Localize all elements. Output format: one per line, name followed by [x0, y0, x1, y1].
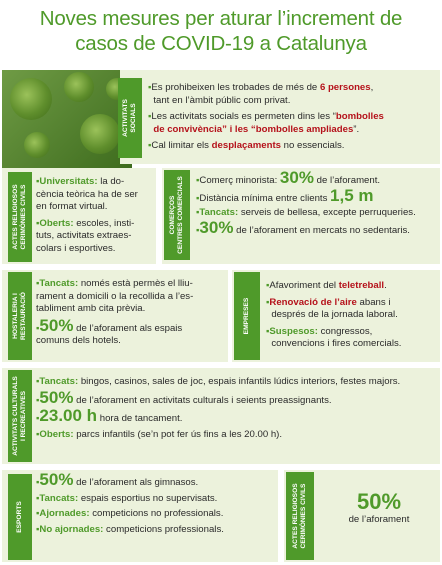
- coronavirus-illustration: [2, 70, 132, 175]
- empreses-list: ▪Afavoriment del teletreball. ▪Renovació de l’aire abans i després de la jornada laboral. ▪Suspesos: congressos, convencions i fires comercials.: [266, 280, 402, 349]
- virus-icon: [80, 114, 120, 154]
- religiosos-label: ACTES RELIGIOSOS CERIMÒNIES CIVILS: [286, 472, 314, 560]
- cultura-list: ▪Tancats: bingos, casinos, sales de joc, espais infantils lúdics interiors, festes majors. ▪50% de l’aforament en activitats culturals i seients preassignants. ▪23.00 h hora de tancament. ▪Oberts: parcs infantils (se’n pot fer ús fins a les 20.00 h).: [36, 376, 401, 440]
- esports-label: ESPORTS: [8, 474, 32, 560]
- comerc-list: ▪Comerç minorista: 30% de l’aforament. ▪Distància mínima entre clients 1,5 m ▪Tancats: serveis de bellesa, excepte perruqueries. ▪30% de l’aforament en mercats no sedentaris.: [196, 168, 416, 237]
- socials-label: ACTIVITATS SOCIALS: [118, 78, 142, 158]
- comerc-label: COMERÇOS CENTRES COMERCIALS: [164, 170, 190, 260]
- cultura-label: ACTIVITATS CULTURALS I RECREATIVES: [8, 370, 32, 462]
- hostaleria-label: HOSTALERIA I RESTAURACIÓ: [8, 272, 32, 360]
- virus-icon: [10, 78, 52, 120]
- virus-icon: [64, 72, 94, 102]
- educacio-label: ACTES RELIGIOSOS CERIMÒNIES CIVILS: [8, 172, 32, 262]
- esports-list: ▪50% de l’aforament als gimnasos. ▪Tancats: espais esportius no supervisats. ▪Ajornades: competicions no professionals. ▪No ajornades: competicions professionals.: [36, 470, 224, 535]
- hostaleria-list: ▪Tancats: només està permès el lliu- rament a domicili o la recollida a l’es- tabliment amb cita prèvia. ▪50% de l’aforament als espais comuns dels hotels.: [36, 278, 194, 346]
- religiosos-content: 50% de l’aforament: [348, 489, 410, 525]
- virus-icon: [24, 132, 50, 158]
- page-title: Noves mesures per aturar l’increment de casos de COVID-19 a Catalunya: [39, 7, 403, 55]
- socials-list: ▪Es prohibeixen les trobades de més de 6 persones, tant en l’àmbit públic com privat. ▪Les activitats socials es permeten dins les “bombolles de convivència” i les “bombolles ampliades”. ▪Cal limitar els desplaçaments no essencials.: [148, 82, 384, 151]
- empreses-label: EMPRESES: [234, 272, 260, 360]
- educacio-list: ▪Universitats: la do- cència teòrica ha de ser en format virtual. ▪Oberts: escoles, insti- tuts, activitats extraes- colars i esportives.: [36, 176, 138, 254]
